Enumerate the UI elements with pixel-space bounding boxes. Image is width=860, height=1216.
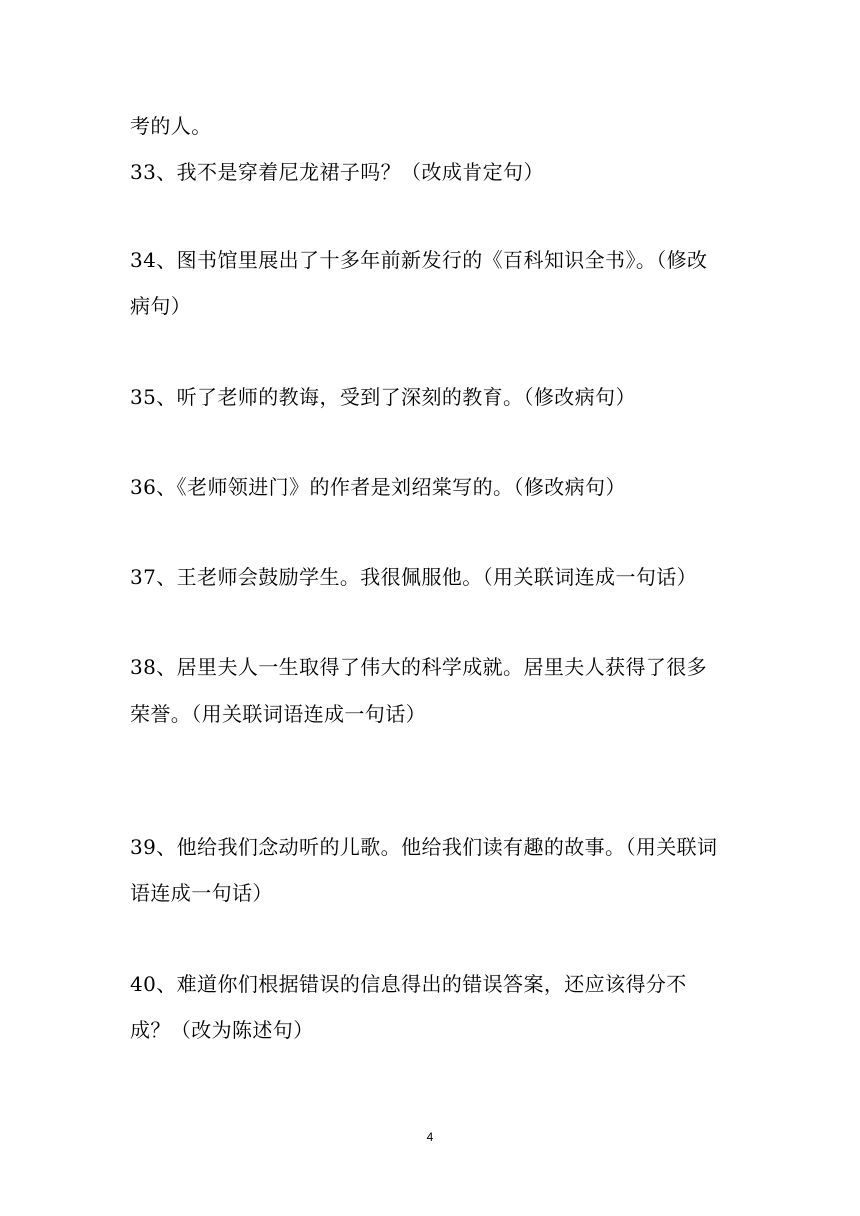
page-number: 4 <box>426 1130 434 1144</box>
question-33: 33、我不是穿着尼龙裙子吗？（改成肯定句） <box>130 160 544 184</box>
question-38-continuation: 荣誉。（用关联词语连成一句话） <box>130 702 426 726</box>
question-35: 35、听了老师的教诲，受到了深刻的教育。（修改病句） <box>130 385 636 409</box>
question-34-continuation: 病句） <box>130 294 192 318</box>
question-37: 37、王老师会鼓励学生。我很佩服他。（用关联词连成一句话） <box>130 565 698 589</box>
question-38: 38、居里夫人一生取得了伟大的科学成就。居里夫人获得了很多 <box>130 655 708 679</box>
text-line-continuation: 考的人。 <box>130 114 212 138</box>
question-40: 40、难道你们根据错误的信息得出的错误答案，还应该得分不 <box>130 972 687 996</box>
question-40-continuation: 成？（改为陈述句） <box>130 1018 314 1042</box>
question-39-continuation: 语连成一句话） <box>130 881 273 905</box>
question-34: 34、图书馆里展出了十多年前新发行的《百科知识全书》。（修改 <box>130 248 708 272</box>
question-36: 36、《老师领进门》的作者是刘绍棠写的。（修改病句） <box>130 475 626 499</box>
question-39: 39、他给我们念动听的儿歌。他给我们读有趣的故事。（用关联词 <box>130 835 718 859</box>
